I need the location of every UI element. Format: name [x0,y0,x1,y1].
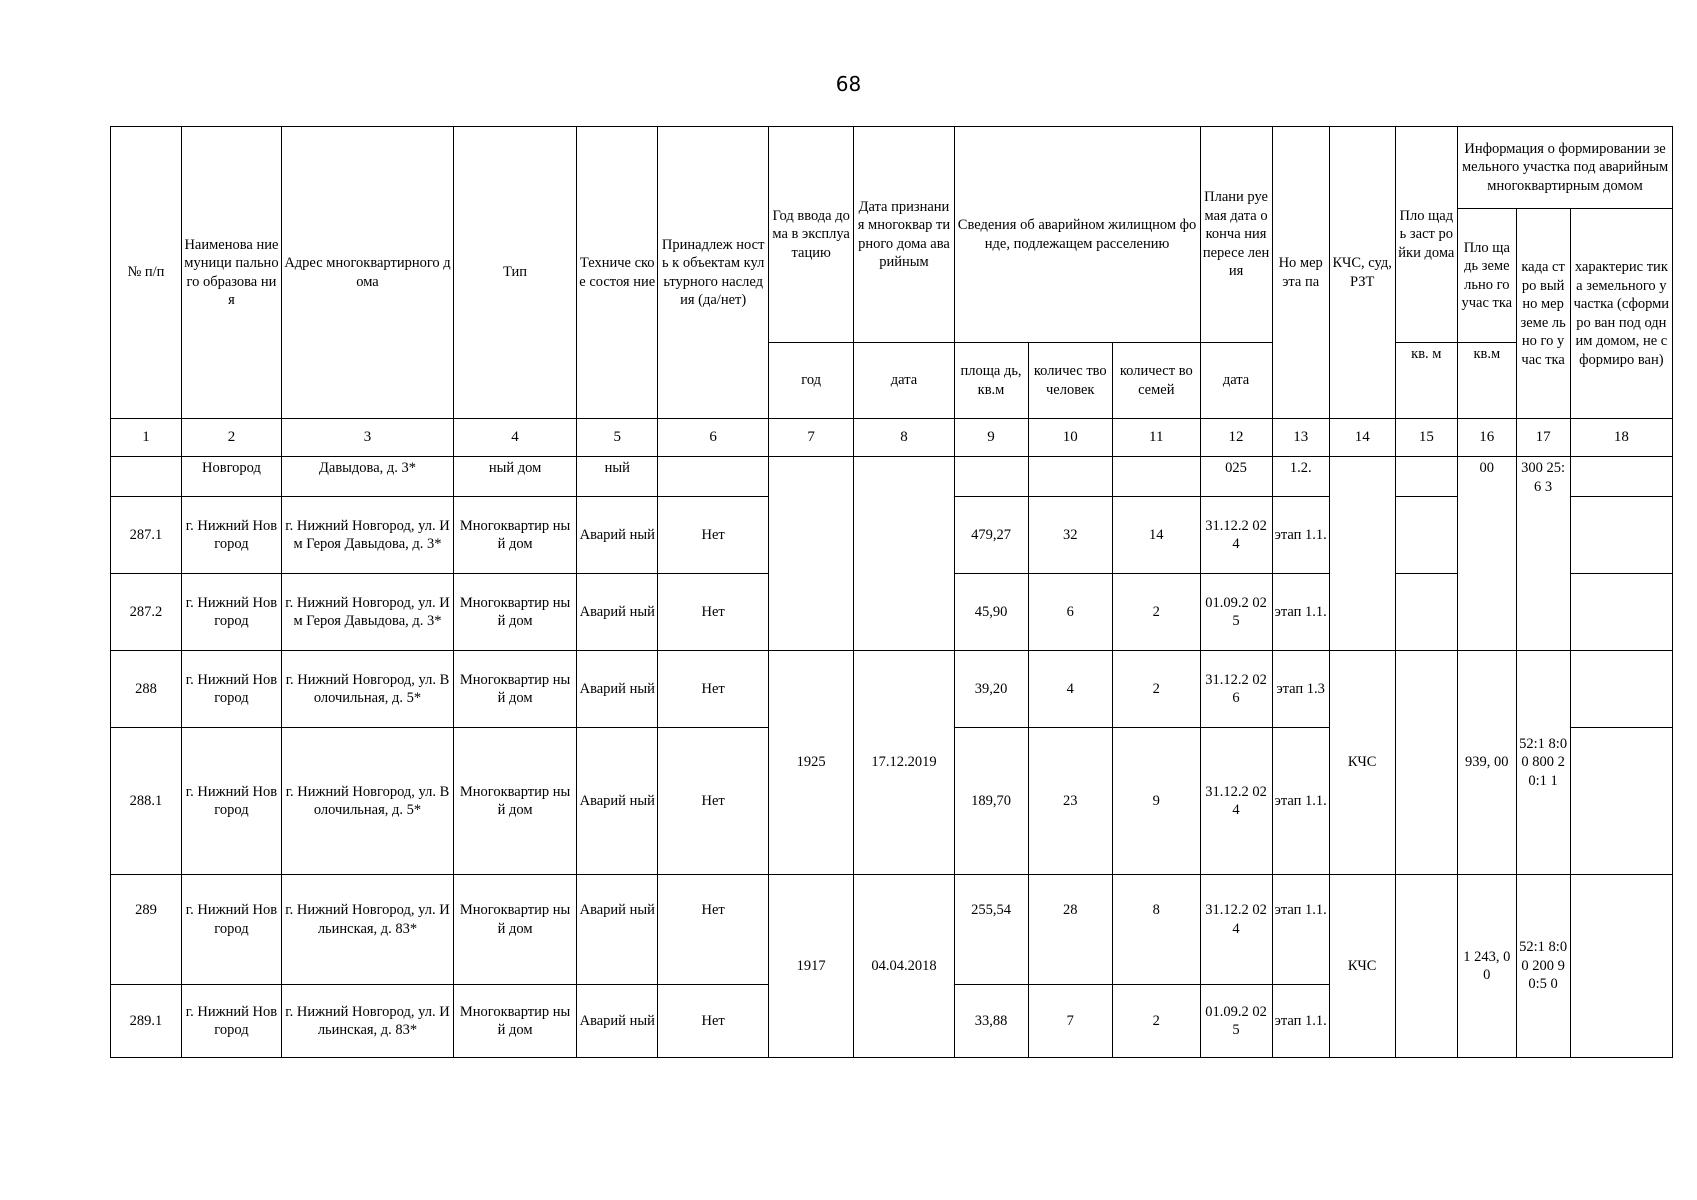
row-address: г. Нижний Новгород, ул. Им Героя Давыдова, д. 3* [281,574,453,651]
row-families: 2 [1112,574,1200,651]
row-type: Многоквартир ный дом [454,875,577,985]
column-number: 8 [854,419,954,457]
group-recognition-date: 17.12.2019 [854,651,954,875]
row-type: Многоквартир ный дом [454,651,577,728]
header-land-plot-info: Информация о формировании земельного участка под аварийным многоквартирным домом [1458,127,1673,209]
row-building-area [1395,875,1458,1058]
row-stage: этап 1.3 [1272,651,1329,728]
header-land-area-unit: кв.м [1458,343,1516,419]
table-row [111,875,1673,985]
row-recognition-date [854,457,954,651]
row-planned-date: 31.12.2 024 [1200,497,1272,574]
header-municipality: Наименова ние муници пального образова ния [181,127,281,419]
row-type: Многоквартир ный дом [454,497,577,574]
row-families: 14 [1112,497,1200,574]
row-number [111,457,182,497]
row-land-characteristic [1570,457,1672,497]
row-municipality: г. Нижний Новгород [181,497,281,574]
row-condition: Аварий ный [577,651,658,728]
column-number: 2 [181,419,281,457]
row-families: 2 [1112,651,1200,728]
header-building-area-unit: кв. м [1395,343,1458,419]
row-stage: этап 1.1. [1272,497,1329,574]
group-land-area: 1 243, 00 [1458,875,1516,1058]
row-planned-date: 01.09.2 025 [1200,985,1272,1058]
group-basis: КЧС [1329,875,1395,1058]
group-cadastral-number: 52:1 8:00 800 20:1 1 [1516,651,1570,875]
row-land-characteristic [1570,728,1672,875]
group-land-area: 939, 00 [1458,651,1516,875]
row-area: 45,90 [954,574,1028,651]
row-municipality: г. Нижний Новгород [181,875,281,985]
row-heritage: Нет [658,497,769,574]
row-number: 288 [111,651,182,728]
header-type: Тип [454,127,577,419]
row-people: 28 [1028,875,1112,985]
column-number: 13 [1272,419,1329,457]
row-condition: Аварий ный [577,728,658,875]
row-people [1028,457,1112,497]
row-people: 7 [1028,985,1112,1058]
row-people: 23 [1028,728,1112,875]
row-people: 32 [1028,497,1112,574]
group-cadastral-number: 300 25:6 3 [1516,457,1570,651]
row-type: Многоквартир ный дом [454,574,577,651]
table-row [111,651,1673,728]
row-heritage: Нет [658,574,769,651]
row-address: г. Нижний Новгород, ул. Волочильная, д. 5* [281,651,453,728]
page-number: 68 [835,72,862,96]
column-number: 18 [1570,419,1672,457]
header-condition: Техниче ское состоя ние [577,127,658,419]
row-heritage: Нет [658,651,769,728]
row-area [954,457,1028,497]
row-number: 287.2 [111,574,182,651]
row-planned-date: 31.12.2 024 [1200,728,1272,875]
column-number: 5 [577,419,658,457]
row-stage: этап 1.1. [1272,574,1329,651]
header-stage: Но мер эта па [1272,127,1329,419]
row-building-area [1395,497,1458,574]
group-commission-year: 1917 [768,875,854,1058]
column-number: 4 [454,419,577,457]
column-number: 9 [954,419,1028,457]
header-commission-year: Год ввода дома в эксплуа тацию [768,127,854,343]
row-land-characteristic [1570,574,1672,651]
column-number: 15 [1395,419,1458,457]
header-planned-date: Плани руемая дата оконча ния пересе ления [1200,127,1272,343]
row-address: г. Нижний Новгород, ул. Им Героя Давыдова, д. 3* [281,497,453,574]
row-planned-date: 31.12.2 026 [1200,651,1272,728]
emergency-housing-table [110,126,1673,1058]
row-address: г. Нижний Новгород, ул. Волочильная, д. 5* [281,728,453,875]
group-cadastral-number: 52:1 8:00 200 90:5 0 [1516,875,1570,1058]
row-municipality: г. Нижний Новгород [181,985,281,1058]
row-area: 39,20 [954,651,1028,728]
row-planned-date: 025 [1200,457,1272,497]
row-building-area [1395,651,1458,875]
row-stage: этап 1.1. [1272,728,1329,875]
row-people: 6 [1028,574,1112,651]
row-land-characteristic [1570,875,1672,1058]
row-stage: этап 1.1. [1272,875,1329,985]
row-municipality: г. Нижний Новгород [181,574,281,651]
column-number: 7 [768,419,854,457]
row-heritage [658,457,769,497]
row-address: г. Нижний Новгород, ул. Ильинская, д. 83* [281,985,453,1058]
row-condition: ный [577,457,658,497]
column-number: 1 [111,419,182,457]
row-basis [1329,457,1395,651]
row-condition: Аварий ный [577,497,658,574]
column-number: 16 [1458,419,1516,457]
row-number: 288.1 [111,728,182,875]
row-stage: этап 1.1. [1272,985,1329,1058]
header-cadastral-number: када стро вый но мер земе льно го учас тка [1516,209,1570,419]
row-municipality: г. Нижний Новгород [181,651,281,728]
header-heritage: Принадлеж ность к объектам культурного наследия (да/нет) [658,127,769,419]
row-area: 479,27 [954,497,1028,574]
row-area: 189,70 [954,728,1028,875]
row-condition: Аварий ный [577,574,658,651]
row-area: 33,88 [954,985,1028,1058]
column-number: 3 [281,419,453,457]
row-people: 4 [1028,651,1112,728]
row-condition: Аварий ный [577,985,658,1058]
row-heritage: Нет [658,985,769,1058]
row-planned-date: 01.09.2 025 [1200,574,1272,651]
row-type: Многоквартир ный дом [454,728,577,875]
header-area-unit: площа дь, кв.м [954,343,1028,419]
row-number: 287.1 [111,497,182,574]
group-basis: КЧС [1329,651,1395,875]
row-municipality: Новгород [181,457,281,497]
header-year-unit: год [768,343,854,419]
row-number: 289.1 [111,985,182,1058]
header-recognition-date: Дата признания многоквар тирного дома аварийным [854,127,954,343]
row-address: Давыдова, д. 3* [281,457,453,497]
row-area: 255,54 [954,875,1028,985]
row-number: 289 [111,875,182,985]
row-land-characteristic [1570,497,1672,574]
row-commission-year [768,457,854,651]
row-municipality: г. Нижний Новгород [181,728,281,875]
row-building-area [1395,457,1458,497]
row-stage: 1.2. [1272,457,1329,497]
row-heritage: Нет [658,728,769,875]
group-land-area: 00 [1458,457,1516,651]
row-land-characteristic [1570,651,1672,728]
row-families: 8 [1112,875,1200,985]
header-land-area: Пло щадь земе льно го учас тка [1458,209,1516,343]
group-commission-year: 1925 [768,651,854,875]
column-number: 12 [1200,419,1272,457]
group-recognition-date: 04.04.2018 [854,875,954,1058]
row-families: 9 [1112,728,1200,875]
header-land-characteristic: характерис тика земельного участка (сформиро ван под одним домом, не сформиро ван) [1570,209,1672,419]
header-families-unit: количест во семей [1112,343,1200,419]
column-number: 11 [1112,419,1200,457]
row-type: Многоквартир ный дом [454,985,577,1058]
row-heritage: Нет [658,875,769,985]
row-planned-date: 31.12.2 024 [1200,875,1272,985]
header-date-unit: дата [854,343,954,419]
column-number: 6 [658,419,769,457]
row-building-area [1395,574,1458,651]
header-housing-info: Сведения об аварийном жилищном фонде, подлежащем расселению [954,127,1200,343]
header-address: Адрес многоквартирного дома [281,127,453,419]
column-number: 17 [1516,419,1570,457]
row-families: 2 [1112,985,1200,1058]
column-number: 14 [1329,419,1395,457]
header-building-area: Пло щадь заст ройки дома [1395,127,1458,343]
table-row [111,457,1673,497]
row-condition: Аварий ный [577,875,658,985]
row-address: г. Нижний Новгород, ул. Ильинская, д. 83* [281,875,453,985]
header-planned-date-unit: дата [1200,343,1272,419]
column-number: 10 [1028,419,1112,457]
header-basis: КЧС, суд, РЗТ [1329,127,1395,419]
header-people-unit: количес тво человек [1028,343,1112,419]
header-no: № п/п [111,127,182,419]
row-type: ный дом [454,457,577,497]
row-families [1112,457,1200,497]
